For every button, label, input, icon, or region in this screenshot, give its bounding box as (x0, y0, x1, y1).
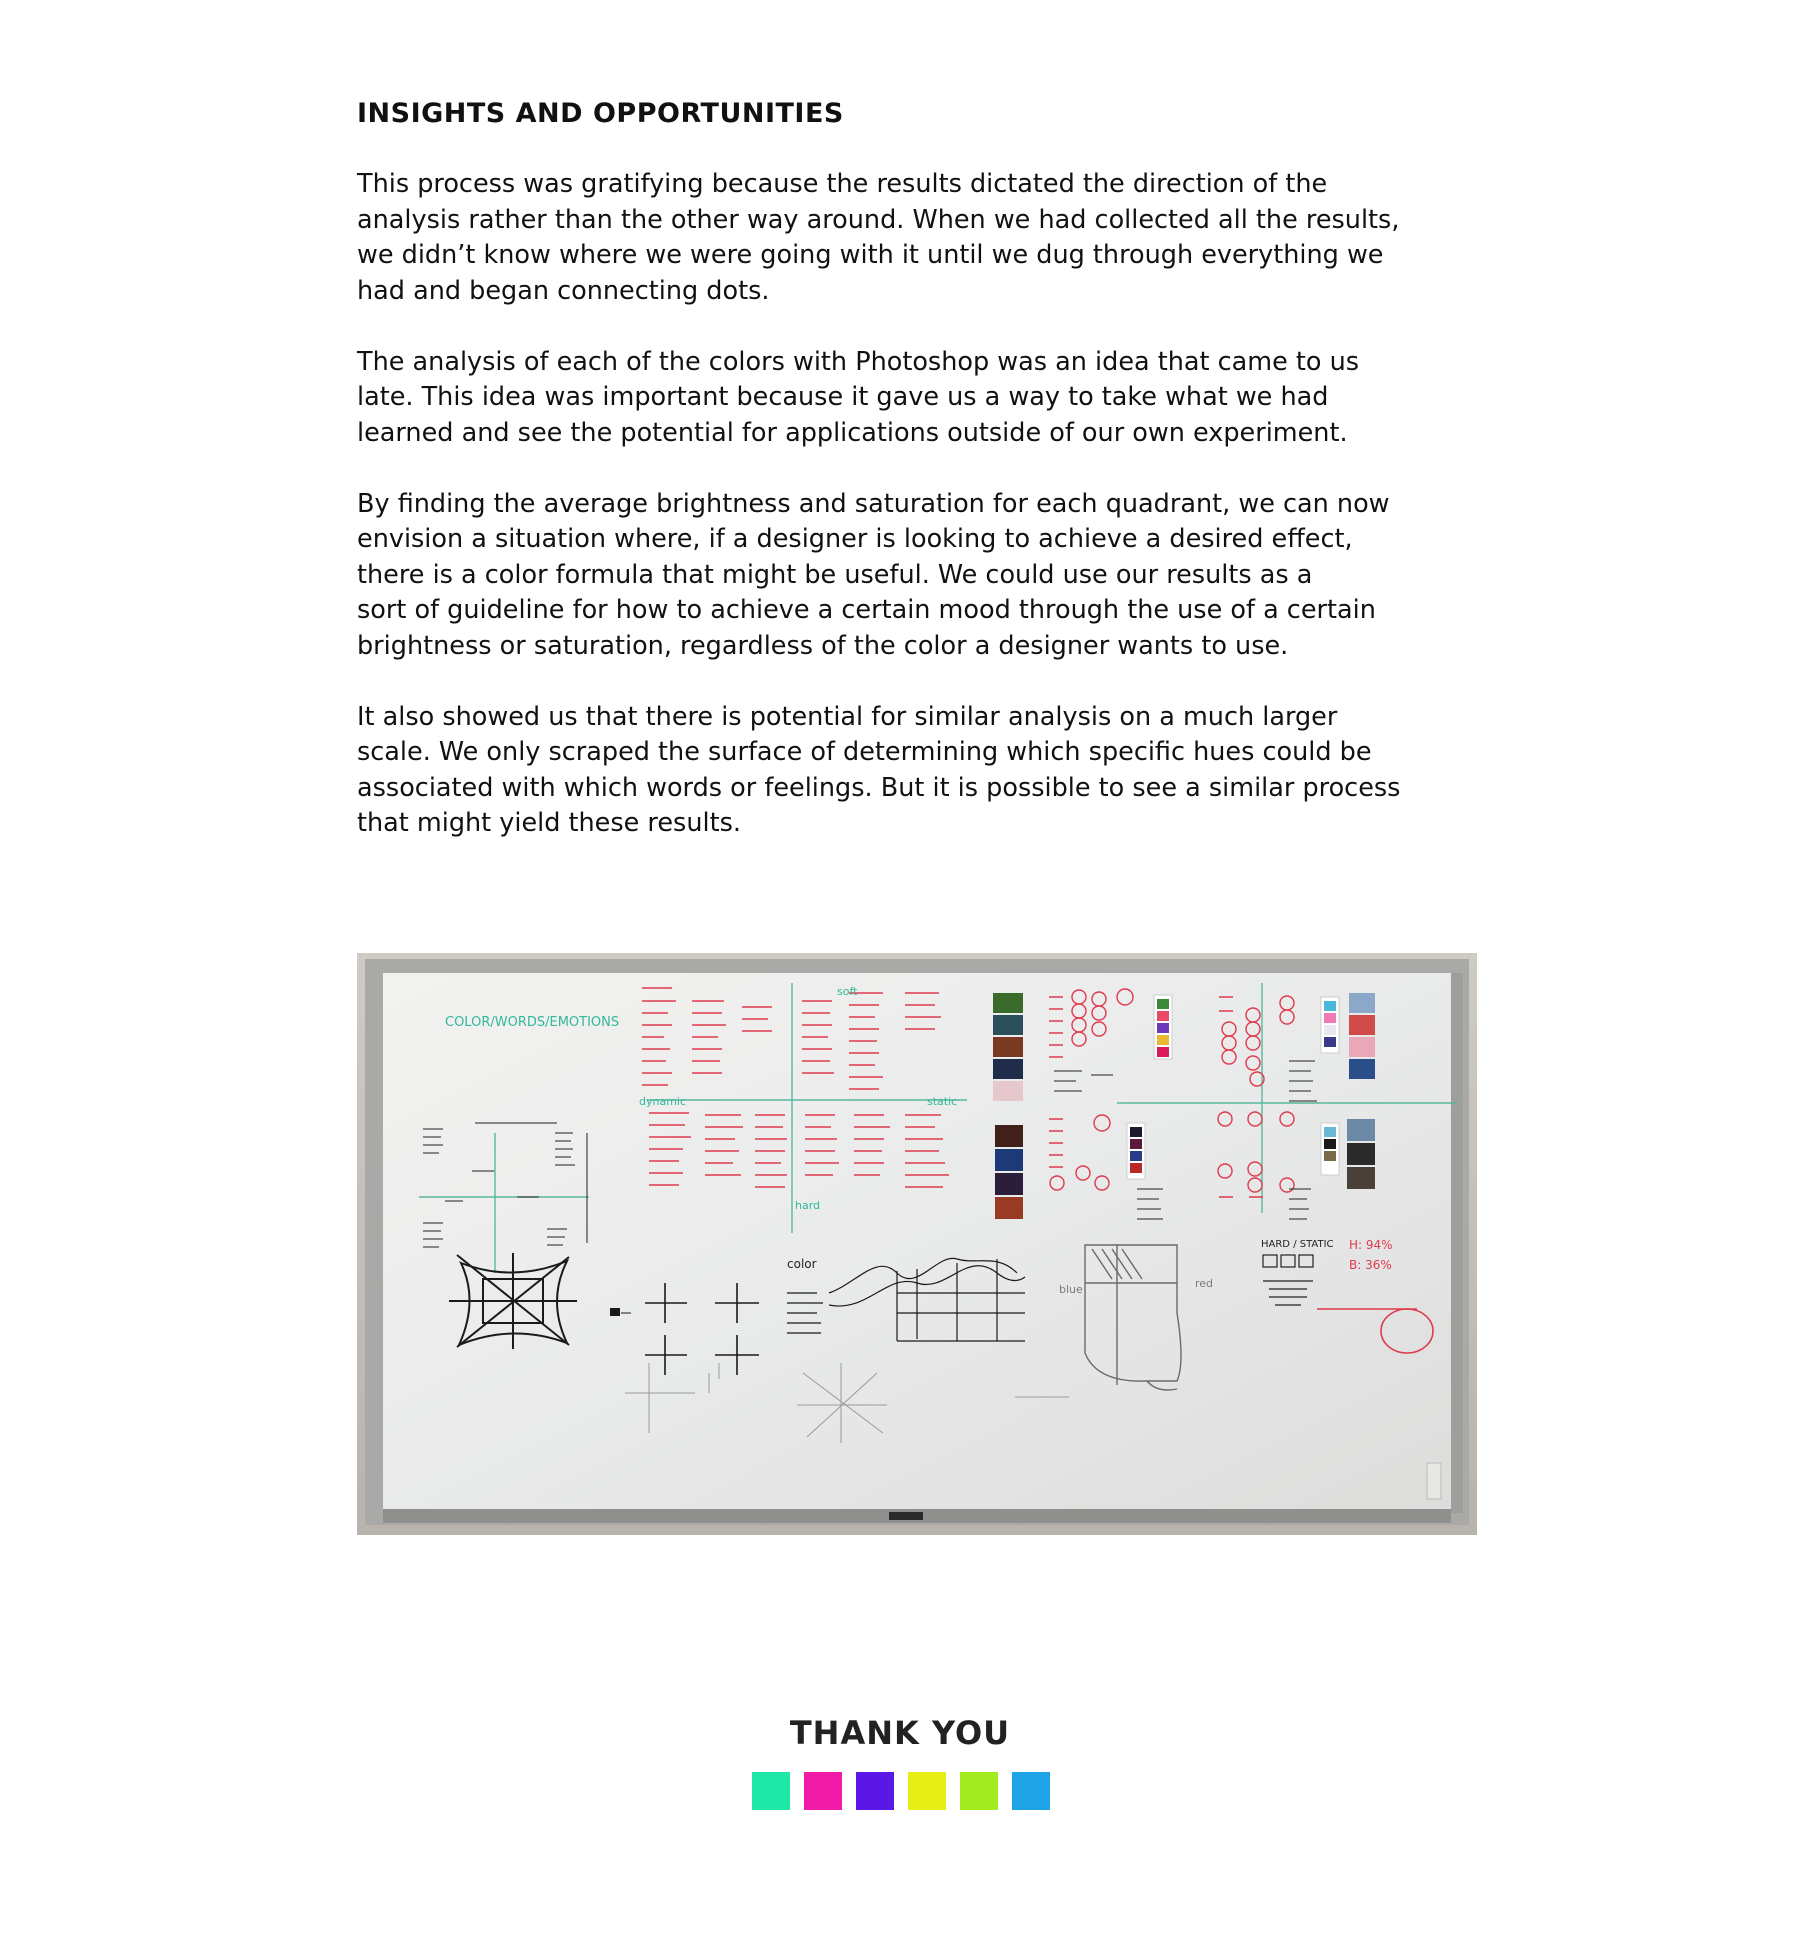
svg-text:color: color (787, 1257, 817, 1271)
swatch-6 (1012, 1772, 1050, 1810)
swatch-5 (960, 1772, 998, 1810)
svg-text:soft: soft (837, 985, 858, 998)
svg-text:red: red (1195, 1277, 1214, 1290)
text-content (357, 96, 1477, 877)
section-heading: INSIGHTS AND OPPORTUNITIES (357, 98, 844, 129)
svg-text:HARD / STATIC: HARD / STATIC (1261, 1239, 1334, 1250)
swatch-2 (804, 1772, 842, 1810)
paragraph-2: The analysis of each of the colors with Photoshop was an idea that came to us late. This idea was important because it gave us a way to take what we had learned and see the potential for applications outside of our own experiment. (357, 346, 1360, 448)
paragraph-4: It also showed us that there is potential for similar analysis on a much larger scale. We only scraped the surface of determining which specific hues could be associated with which words or feelings. But it is possible to see a similar process that might yield these results. (357, 701, 1401, 839)
swatch-1 (752, 1772, 790, 1810)
svg-text:hard: hard (795, 1199, 821, 1212)
swatch-4 (908, 1772, 946, 1810)
svg-text:COLOR/WORDS/EMOTIONS: COLOR/WORDS/EMOTIONS (445, 1015, 620, 1030)
paragraph-1: This process was gratifying because the results dictated the direction of the analysis rather than the other way around. When we had collected all the results, we didn’t know where we were going with it until we dug through everything we had and began connecting dots. (357, 169, 1400, 306)
svg-text:blue: blue (1059, 1283, 1083, 1296)
svg-text:H: 94%: H: 94% (1349, 1238, 1393, 1252)
whiteboard-illustration (357, 953, 1477, 1535)
svg-text:static: static (927, 1095, 958, 1108)
svg-text:dynamic: dynamic (639, 1095, 687, 1108)
paragraph-3: By finding the average brightness and saturation for each quadrant, we can now envision a situation where, if a designer is looking to achieve a desired effect, there is a color formula that might be useful. We could use our results as a sort of guideline for how to achieve a certain mood through the use of a certain brightness or saturation, regardless of the color a designer wants to use. (357, 488, 1390, 661)
svg-text:B: 36%: B: 36% (1349, 1258, 1392, 1272)
color-swatch-row (752, 1772, 1050, 1810)
thank-you-heading: THANK YOU (789, 1714, 1011, 1752)
whiteboard-photo (357, 953, 1477, 1535)
swatch-3 (856, 1772, 894, 1810)
